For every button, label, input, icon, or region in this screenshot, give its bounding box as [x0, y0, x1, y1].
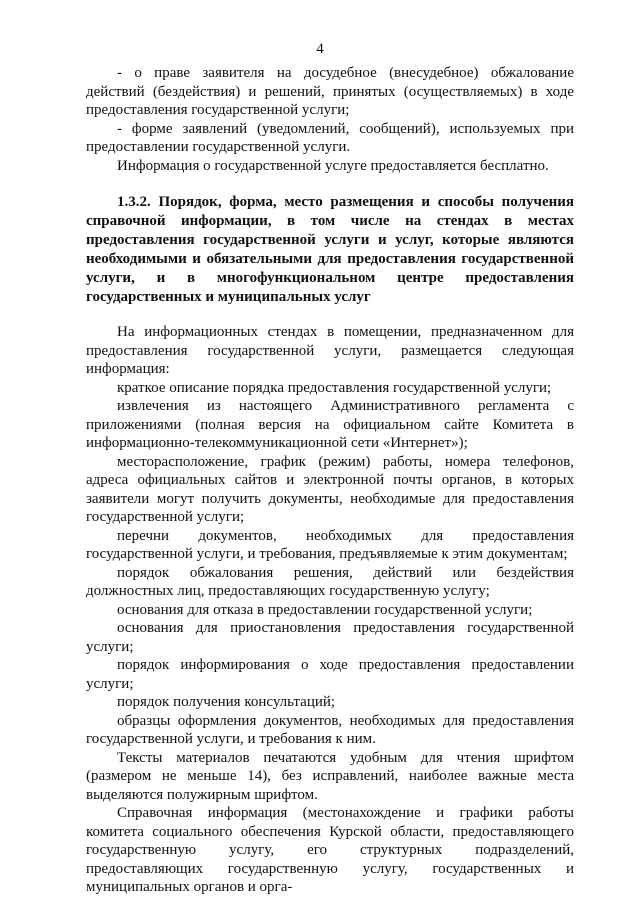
paragraph-appeal-right: - о праве заявителя на досудебное (внесудебное) обжалование действий (бездействия) и решений, принятых (осуществляемых) в ходе предоставления государственной услуги; — [86, 65, 574, 118]
list-item: основания для приостановления предоставления государственной услуги; — [86, 620, 574, 655]
paragraph-free-info: Информация о государственной услуге предоставляется бесплатно. — [117, 157, 549, 174]
list-item: порядок информирования о ходе предоставления предоставлении услуги; — [86, 657, 574, 692]
list-item: образцы оформления документов, необходимых для предоставления государственной услуги, и требования к ним. — [86, 712, 574, 747]
paragraph-font-requirements: Тексты материалов печатаются удобным для чтения шрифтом (размером не меньше 14), без исправлений, наиболее важные места выделяются полужирным шрифтом. — [86, 749, 574, 803]
list-item: порядок получения консультаций; — [117, 694, 336, 710]
list-item: перечни документов, необходимых для предоставления государственной услуги, и требования, предъявляемые к этим документам; — [86, 527, 574, 562]
page-number: 4 — [316, 41, 324, 57]
list-item: извлечения из настоящего Административного регламента с приложениями (полная версия на официальном сайте Комитета в информационно-телекоммуникационной сети «Интернет»); — [86, 398, 574, 451]
list-item: основания для отказа в предоставлении государственной услуги; — [117, 601, 533, 618]
section-heading: 1.3.2. Порядок, форма, место размещения и способы получения справочной информации, в том числе на стендах в местах предоставления государственной услуги и услуг, которые являются необходимыми и обязательными для предоставления государственной услуги, и в многофункциональном центре предоставления государственных и муниципальных услуг — [86, 194, 574, 305]
list-item: месторасположение, график (режим) работы, номера телефонов, адреса официальных сайтов и электронной почты органов, в которых заявители могут получить документы, необходимые для предоставления государственной услуги; — [86, 453, 574, 525]
paragraph-reference-info: Справочная информация (местонахождение и графики работы комитета социального обеспечения Курской области, предоставляющего государственную услугу, его структурных подразделений, предоставляющих государственную услугу, государственных и муниципальных органов и орга- — [86, 805, 574, 895]
document-body — [86, 64, 574, 897]
list-item: порядок обжалования решения, действий или бездействия должностных лиц, предоставляющих государственную услугу; — [86, 564, 574, 599]
list-item: краткое описание порядка предоставления государственной услуги; — [117, 379, 552, 396]
paragraph-stands-intro: На информационных стендах в помещении, предназначенном для предоставления государственной услуги, размещается следующая информация: — [86, 324, 574, 377]
paragraph-application-forms: - форме заявлений (уведомлений, сообщений), используемых при предоставлении государственной услуги. — [86, 120, 574, 155]
